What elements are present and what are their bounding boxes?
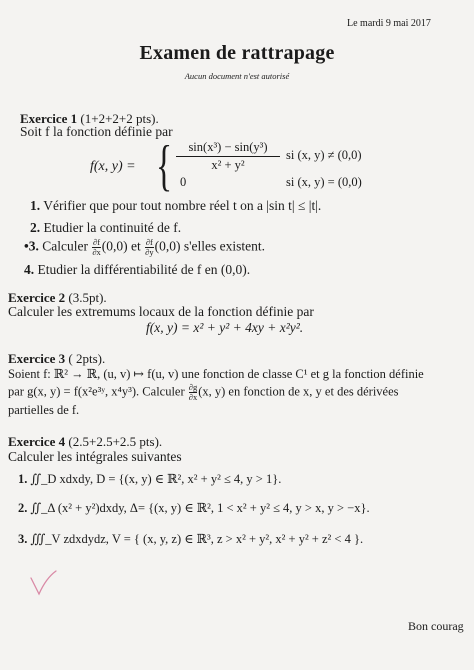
exercise-3-line-3: partielles de f.: [8, 403, 80, 417]
partial-num: ∂f: [145, 237, 153, 247]
fraction: [176, 140, 280, 173]
item-text: ∬_Δ (x² + y²)dxdy, Δ= {(x, y) ∈ ℝ², 1 < x² + y² ≤ 4, y > x, y > −x}.: [30, 501, 370, 515]
piecewise-function: [90, 135, 460, 198]
exercise-3-line-1: Soient f: ℝ² → ℝ, (u, v) ↦ f(u, v) une fonction de classe C¹ et g la fonction définie: [8, 367, 424, 381]
zero-value: 0: [180, 175, 187, 189]
exercise-2-formula: f(x, y) = x² + y² + 4xy + x²y².: [146, 320, 304, 335]
partial-derivative-g: [189, 383, 197, 402]
item-text: (0,0) et: [101, 238, 141, 254]
line-text: par g(x, y) = f(x²e³ʸ, x⁴y³). Calculer: [8, 384, 185, 399]
page-title: Examen de rattrapage: [139, 42, 335, 64]
exercise-4-item-1: [18, 471, 281, 487]
partial-den: ∂y: [145, 247, 154, 257]
item-number: 1.: [30, 198, 41, 213]
item-text: Etudier la différentiabilité de f en (0,0).: [37, 262, 251, 277]
partial-den: ∂x: [188, 392, 198, 402]
exercise-2-line: Calculer les extremums locaux de la fonction définie par: [8, 304, 314, 319]
item-text: Vérifier que pour tout nombre réel t on a |sin t| ≤ |t|.: [43, 198, 322, 213]
item-number: 2.: [30, 220, 41, 235]
partial-derivative-x: [92, 238, 100, 257]
item-number: 3.: [18, 532, 28, 546]
exercise-4-points: (2.5+2.5+2.5 pts).: [68, 434, 163, 449]
item-number: 2.: [18, 501, 28, 515]
item-number: 4.: [24, 262, 35, 277]
partial-num: ∂g: [188, 382, 198, 392]
item-text: Etudier la continuité de f.: [43, 220, 182, 235]
exercise-1-item-2: [30, 220, 181, 236]
exercise-3-line-2: [8, 383, 399, 402]
closing-text: Bon courag: [408, 619, 464, 633]
item-text: (0,0) s'elles existent.: [154, 238, 266, 254]
exercise-1-points: (1+2+2+2 pts).: [80, 111, 159, 126]
line-text: (x, y) en fonction de x, y et des dérivées: [198, 384, 399, 399]
exam-subtitle: Aucun document n'est autorisé: [184, 71, 290, 81]
condition-1: si (x, y) ≠ (0,0): [286, 148, 362, 162]
exercise-4-intro: Calculer les intégrales suivantes: [8, 449, 182, 464]
curly-brace: {: [156, 135, 173, 197]
item-text: ∭_V zdxdydz, V = { (x, y, z) ∈ ℝ³, z > x² + y², x² + y² + z² < 4 }.: [30, 532, 364, 546]
exercise-2-points: (3.5pt).: [68, 290, 107, 305]
function-lhs: f(x, y) =: [90, 159, 136, 174]
exercise-3-points: ( 2pts).: [68, 351, 106, 366]
exercise-1-title: Exercice 1: [20, 111, 78, 126]
partial-den: ∂x: [92, 247, 101, 257]
partial-num: ∂f: [93, 237, 101, 247]
exam-date: Le mardi 9 mai 2017: [347, 18, 431, 29]
exercise-1-item-4: [24, 262, 250, 278]
exercise-3-heading: [8, 351, 105, 367]
item-text: Calculer: [42, 238, 88, 254]
exercise-1-intro: Soit f la fonction définie par: [20, 124, 173, 139]
item-number: 1.: [18, 472, 28, 486]
fraction-numerator: sin(x³) − sin(y³): [176, 140, 280, 157]
partial-derivative-y: [145, 238, 153, 257]
exercise-1-item-3: [24, 238, 265, 257]
item-number: •3.: [24, 238, 39, 254]
condition-2: si (x, y) = (0,0): [286, 175, 362, 189]
exercise-4-heading: [8, 434, 162, 450]
exercise-4-title: Exercice 4: [8, 434, 66, 449]
exercise-1-item-1: [30, 198, 321, 214]
item-text: ∬_D xdxdy, D = {(x, y) ∈ ℝ², x² + y² ≤ 4, y > 1}.: [30, 472, 282, 486]
check-mark-icon: [28, 568, 58, 596]
exercise-4-item-2: [18, 500, 370, 516]
fraction-denominator: x² + y²: [211, 158, 245, 172]
exercise-3-title: Exercice 3: [8, 351, 66, 366]
exercise-2-title: Exercice 2: [8, 290, 66, 305]
exercise-4-item-3: [18, 531, 363, 547]
